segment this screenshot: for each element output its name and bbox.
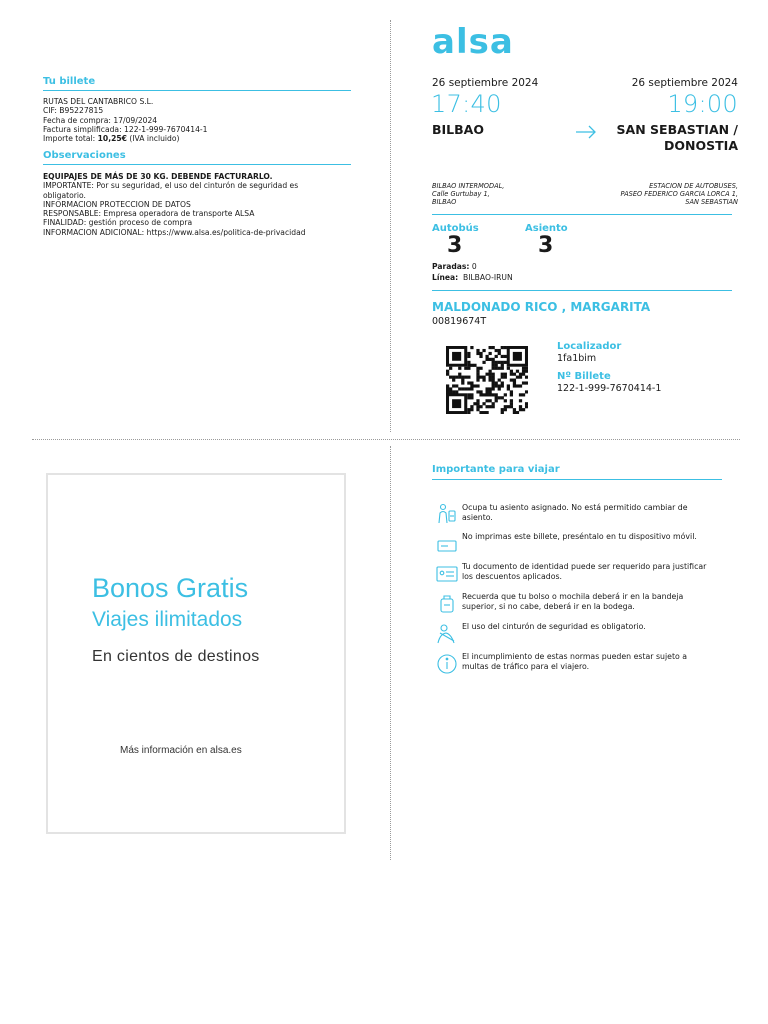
seat-label: Asiento xyxy=(525,223,568,234)
obs-line: INFORMACION ADICIONAL: https://www.alsa.es/politica-de-privacidad xyxy=(43,227,306,237)
info-icon xyxy=(436,653,458,675)
locator-label: Localizador xyxy=(557,341,622,352)
arrow-right-icon xyxy=(575,124,597,138)
important-item-2: No imprimas este billete, preséntalo en tu dispositivo móvil. xyxy=(462,532,697,541)
observations-title: Observaciones xyxy=(43,150,126,161)
alsa-logo: alsa xyxy=(432,22,514,62)
promo-more-info: Más información en alsa.es xyxy=(120,745,242,756)
line-info: Línea: BILBAO-IRUN xyxy=(432,273,513,282)
observations-text xyxy=(43,172,355,237)
important-item-3: Tu documento de identidad puede ser requerido para justificar los descuentos aplicados. xyxy=(462,562,707,581)
stops-info: Paradas: 0 xyxy=(432,262,477,271)
arrival-time: 19:00 xyxy=(667,90,738,118)
obs-line: IMPORTANTE: Por su seguridad, el uso del cinturón de seguridad es xyxy=(43,181,299,191)
promo-banner[interactable] xyxy=(46,473,346,834)
important-item-4: Recuerda que tu bolso o mochila deberá ir en la bandeja superior, si no cabe, deberá ir en la bodega. xyxy=(462,592,684,611)
locator-value: 1fa1bim xyxy=(557,353,597,364)
departure-station: BILBAO INTERMODAL, Calle Gurtubay 1, BILBAO xyxy=(432,182,505,206)
important-item-1: Ocupa tu asiento asignado. No está permitido cambiar de asiento. xyxy=(462,503,688,522)
company-line: Fecha de compra: 17/09/2024 xyxy=(43,115,158,125)
vertical-cut-line-top xyxy=(390,20,391,432)
ticket-number-label: Nº Billete xyxy=(557,371,611,382)
arrival-date: 26 septiembre 2024 xyxy=(631,77,738,89)
promo-subtitle: Viajes ilimitados xyxy=(92,608,243,631)
ticket-section-title: Tu billete xyxy=(43,76,96,87)
total-line: Importe total: 10,25€ (IVA incluido) xyxy=(43,134,180,144)
important-rule xyxy=(432,479,722,480)
ticket-icon xyxy=(436,535,458,557)
obs-line: FINALIDAD: gestión proceso de compra xyxy=(43,218,193,228)
ticket-section-rule xyxy=(43,90,351,91)
obs-line: INFORMACION PROTECCION DE DATOS xyxy=(43,199,191,209)
passenger-rule xyxy=(432,290,732,291)
seatbelt-icon xyxy=(436,623,458,645)
company-line: RUTAS DEL CANTABRICO S.L. xyxy=(43,97,154,106)
bus-number: 3 xyxy=(447,233,463,258)
arrival-station: ESTACION DE AUTOBUSES, PASEO FEDERICO GARCIA LORCA 1, SAN SEBASTIAN xyxy=(620,182,738,206)
important-title: Importante para viajar xyxy=(432,464,560,475)
qr-code xyxy=(446,346,528,414)
important-item-6: El incumplimiento de estas normas pueden estar sujeto a multas de tráfico para el viajero. xyxy=(462,652,688,671)
seat-passenger-icon xyxy=(436,503,458,525)
departure-time: 17:40 xyxy=(431,90,502,118)
obs-line: RESPONSABLE: Empresa operadora de transporte ALSA xyxy=(43,209,255,219)
important-item-5: El uso del cinturón de seguridad es obligatorio. xyxy=(462,622,646,631)
horizontal-cut-line xyxy=(32,439,740,440)
luggage-warning: EQUIPAJES DE MÁS DE 30 KG. DEBENDE FACTURARLO. xyxy=(43,172,273,181)
company-info xyxy=(43,97,353,143)
total-amount: 10,25€ xyxy=(97,134,127,144)
promo-tagline: En cientos de destinos xyxy=(92,648,260,665)
company-line: Factura simplificada: 122-1-999-7670414-1 xyxy=(43,124,208,134)
trip-rule xyxy=(432,214,732,215)
bus-label: Autobús xyxy=(432,223,479,234)
promo-title: Bonos Gratis xyxy=(92,573,249,603)
passenger-name: MALDONADO RICO , MARGARITA xyxy=(432,300,651,314)
observations-rule xyxy=(43,164,351,165)
departure-city: BILBAO xyxy=(432,122,484,137)
passenger-id: 00819674T xyxy=(432,316,487,327)
company-line: CIF: B95227815 xyxy=(43,106,104,116)
id-card-icon xyxy=(436,563,458,585)
backpack-icon xyxy=(436,593,458,615)
arrival-city: SAN SEBASTIAN / DONOSTIA xyxy=(616,122,738,153)
seat-number: 3 xyxy=(538,233,554,258)
departure-date: 26 septiembre 2024 xyxy=(432,77,539,89)
obs-line: obligatorio. xyxy=(43,190,86,200)
ticket-number-value: 122-1-999-7670414-1 xyxy=(557,383,662,394)
vertical-cut-line-bottom xyxy=(390,446,391,860)
